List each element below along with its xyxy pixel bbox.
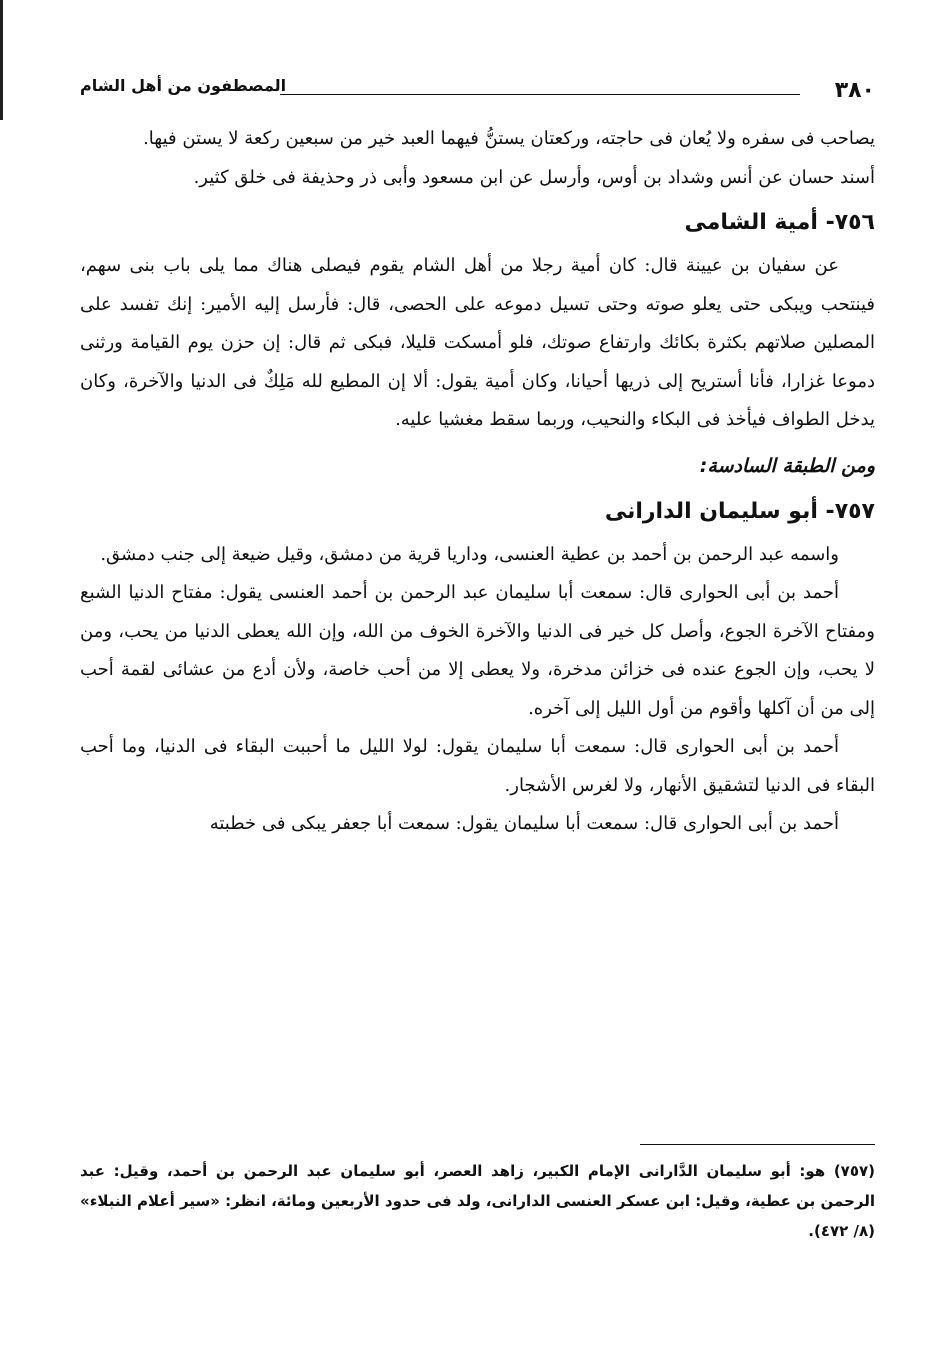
paragraph: أحمد بن أبى الحوارى قال: سمعت أبا سليمان يقول: لولا الليل ما أحببت البقاء فى الدنيا، وما أحب البقاء فى الدنيا لتشقيق الأنهار، ولا لغرس الأشجار.: [80, 736, 875, 796]
page-number: ٣٨٠: [834, 78, 875, 103]
body-text: [80, 120, 875, 844]
paragraph: أحمد بن أبى الحوارى قال: سمعت أبا سليمان يقول: سمعت أبا جعفر يبكى فى خطبته: [209, 813, 839, 834]
entry-heading: ٧٥٦- أمية الشامى: [684, 210, 875, 235]
paragraph: يصاحب فى سفره ولا يُعان فى حاجته، وركعتان يستنُّ فيهما العبد خير من سبعين ركعة لا يستن فيها.: [143, 128, 875, 149]
paragraph: عن سفيان بن عيينة قال: كان أمية رجلا من أهل الشام يقوم فيصلى هناك مما يلى باب بنى سهم، فينتحب ويبكى حتى يعلو صوته وحتى تسيل دموعه على الحصى، قال: فأرسل إليه الأمير: إنك تفسد على المصلين صلاتهم بكثرة بكائك وارتفاع صوتك، فلو أمسكت قليلا، فبكى ثم قال: إن حزن يوم القيامة ورثنى دموعا غزارا، فأنا أستريح إلى ذريها أحيانا، وكان أمية يقول: ألا إن المطيع لله مَلِكٌ فى الدنيا والآخرة، وكان يدخل الطواف فيأخذ فى البكاء والنحيب، وربما سقط مغشيا عليه.: [80, 255, 875, 430]
entry-heading: ٧٥٧- أبو سليمان الدارانى: [604, 498, 875, 524]
book-page: [80, 70, 875, 1240]
paragraph: أحمد بن أبى الحوارى قال: سمعت أبا سليمان عبد الرحمن بن أحمد العنسى يقول: مفتاح الدنيا الشبع ومفتاح الآخرة الجوع، وأصل كل خير فى الدنيا والآخرة الخوف من الله، وإن الله يعطى الدنيا من يحب، ومن لا يحب، وإن الجوع عنده فى خزائن مدخرة، ولا يعطى إلا من أحب خاصة، ولأن أدع من عشائى لقمة أحب إلى من أن آكلها وأقوم من أول الليل إلى آخره.: [80, 582, 875, 719]
running-title: المصطفون من أهل الشام: [80, 76, 287, 95]
paragraph: واسمه عبد الرحمن بن أحمد بن عطية العنسى، وداريا قرية من دمشق، وقيل ضيعة إلى جنب دمشق.: [100, 543, 839, 565]
running-header: [80, 70, 875, 110]
scan-edge: [0, 0, 3, 120]
footnote: (٧٥٧) هو: أبو سليمان الدَّارانى الإمام الكبير، زاهد العصر، أبو سليمان عبد الرحمن بن أحمد، وقيل: عبد الرحمن بن عطية، وقيل: ابن عسكر العنسى الدارانى، ولد فى حدود الأربعين ومائة، انظر: «سير أعلام النبلاء» (٨/ ٤٧٢).: [80, 1162, 875, 1240]
footnote-rule: [640, 1144, 875, 1145]
header-rule: [280, 94, 800, 95]
section-heading: ومن الطبقة السادسة:: [699, 454, 875, 477]
paragraph: أسند حسان عن أنس وشداد بن أوس، وأرسل عن ابن مسعود وأبى ذر وحذيفة فى خلق كثير.: [193, 166, 875, 188]
